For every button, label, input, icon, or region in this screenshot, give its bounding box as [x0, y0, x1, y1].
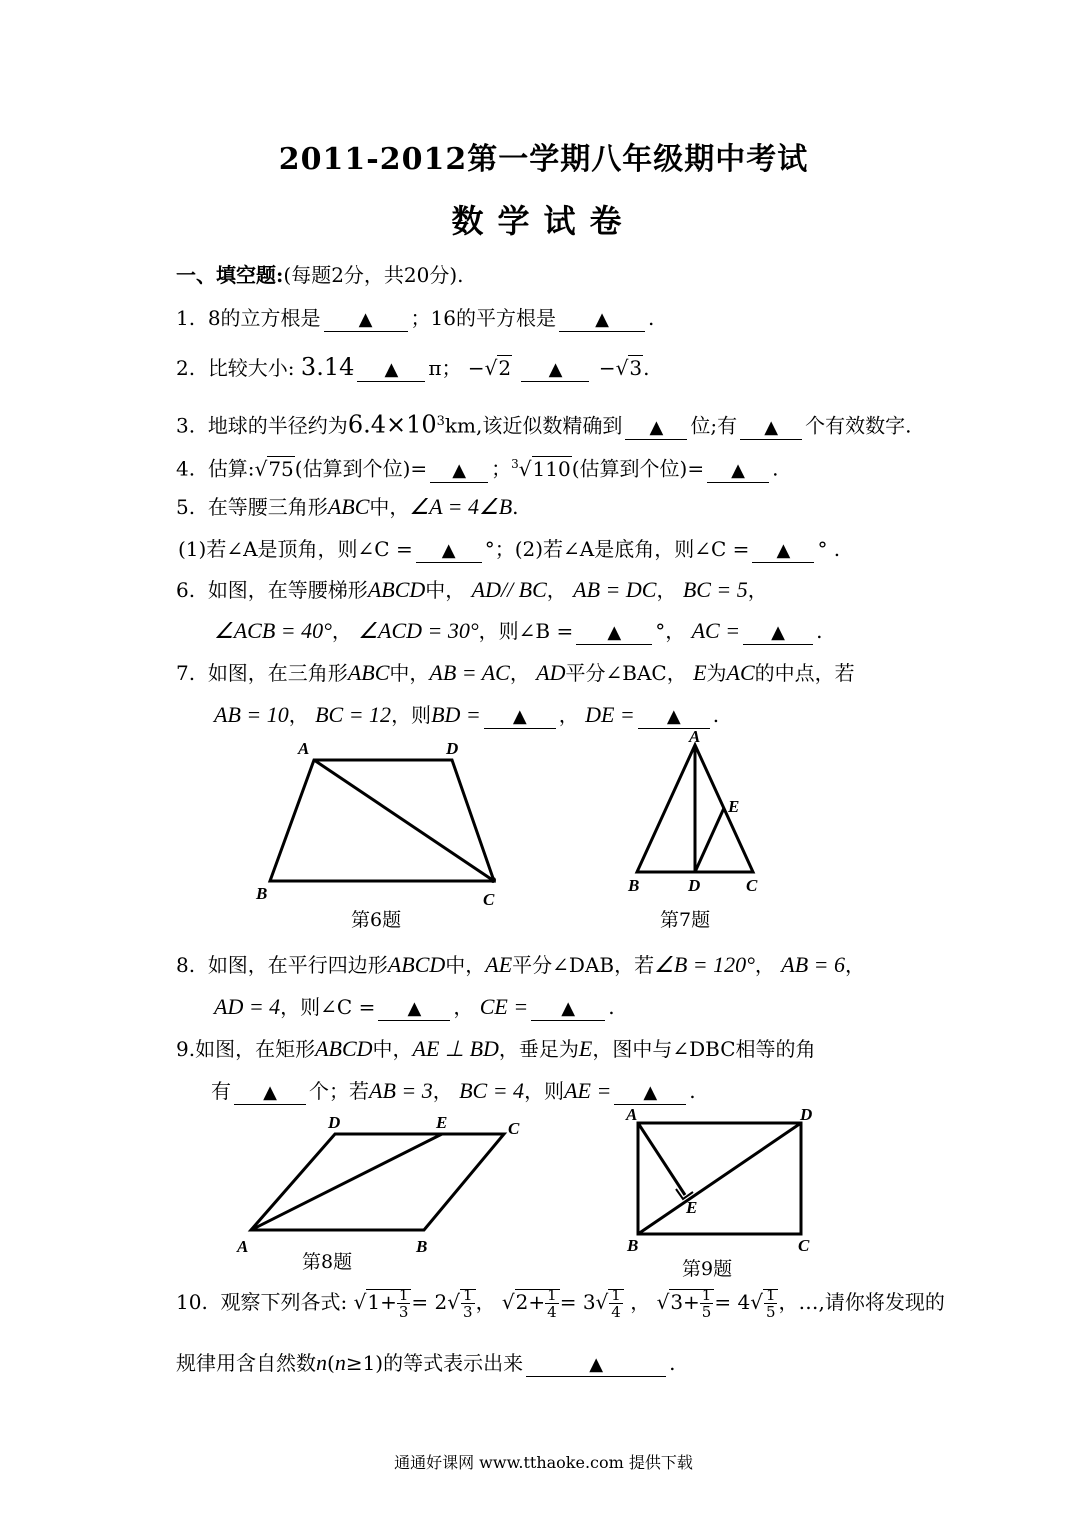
- question-10: 10. 观察下列各式: √1+ $\frac{1}{3}$ = 2√ $\frac{1}{3}$ ， √2+ $\frac{1}{4}$ = 3√ $\frac{1}{4}$ ， √3+ $\frac{1}{5}$ = 4√ $\frac{1}{5}$ ，…,请你将发现的: [176, 1286, 945, 1321]
- q5-end: .: [512, 495, 519, 519]
- q10-text-a: 观察下列各式:: [220, 1290, 348, 1314]
- q10-e2-num: 1: [547, 1286, 557, 1304]
- q5-end-2: .: [833, 537, 841, 561]
- diagonal-ac: [314, 760, 494, 881]
- q2-sqrt-1: √2: [484, 356, 512, 380]
- q2-number: 2.: [176, 356, 196, 380]
- q9-bc: BC = 4: [459, 1078, 525, 1103]
- q8-blank-1[interactable]: [378, 996, 450, 1021]
- q1-end: .: [648, 306, 655, 330]
- q7-bisect: 平分∠BAC，: [565, 661, 687, 685]
- q7-cond-1: AB = AC: [429, 660, 510, 685]
- q10-expr-1: √1+ $\frac{1}{3}$: [354, 1287, 412, 1320]
- figure-6: [250, 735, 520, 910]
- q9-ae: AE =: [564, 1078, 612, 1103]
- q10-expr-2: √2+ $\frac{1}{4}$: [502, 1287, 560, 1320]
- blank-marker: ▲: [512, 706, 527, 727]
- question-6-line2: ∠ACB = 40°， ∠ACD = 30°，则∠B = ▲ °， AC = ▲ .: [214, 618, 823, 643]
- q8-ad: AD = 4: [214, 994, 281, 1019]
- q6-end: .: [816, 619, 823, 643]
- q3-blank-1[interactable]: [625, 415, 687, 440]
- q2-end: .: [643, 356, 650, 380]
- q4-blank-1[interactable]: [430, 458, 488, 483]
- q7-de: DE =: [585, 702, 635, 727]
- q10-e1-frac: [397, 1287, 411, 1320]
- q6-blank-1[interactable]: [576, 620, 652, 645]
- q6-angle-1: ∠ACB = 40°: [214, 618, 332, 643]
- label-d: D: [800, 1105, 813, 1124]
- q4-text-c: ；: [491, 456, 512, 481]
- q7-number: 7.: [176, 661, 196, 685]
- question-5: [176, 494, 519, 520]
- q1-text-a: 8的立方根是: [207, 306, 321, 330]
- q4-text-a: 估算:: [207, 456, 255, 481]
- q10-e1-rhs: √ $\frac{1}{3}$: [447, 1287, 475, 1320]
- section-note: (每题2分，共20分).: [283, 263, 464, 287]
- blank-marker: ▲: [263, 1082, 277, 1103]
- q10-n-2: n: [334, 1350, 346, 1375]
- q9-you: 有: [211, 1079, 231, 1103]
- question-3: [176, 409, 911, 440]
- blank-marker: ▲: [764, 416, 779, 438]
- figure-7: [620, 725, 770, 900]
- q1-number: 1.: [176, 306, 196, 330]
- q10-end: .: [669, 1351, 676, 1375]
- label-a: A: [237, 1237, 249, 1256]
- q10-e3-frac: [700, 1287, 714, 1320]
- q7-e: E: [693, 660, 707, 685]
- q9-end: .: [689, 1079, 696, 1103]
- q10-e2-coef: = 3: [559, 1290, 596, 1314]
- page-footer: 通通好课网 www.tthaoke.com 提供下载: [394, 1453, 693, 1472]
- parallelogram-abcd: [251, 1134, 504, 1230]
- q9-perp: AE ⊥ BD: [412, 1036, 499, 1061]
- q5-number: 5.: [176, 495, 196, 519]
- label-c: C: [483, 890, 495, 909]
- q2-radicand-2: 3: [629, 356, 643, 380]
- q10-e1-rfrac: [461, 1287, 475, 1320]
- q4-blank-2[interactable]: [707, 458, 769, 483]
- blank-marker: ▲: [666, 706, 681, 727]
- q5-blank-2[interactable]: [752, 538, 814, 563]
- figure-9: [620, 1103, 820, 1253]
- q9-number: 9.: [176, 1037, 196, 1061]
- q4-cuberoot-index: 3: [511, 457, 519, 471]
- blank-marker: ▲: [649, 416, 664, 438]
- q2-neg-2: −: [598, 356, 616, 380]
- q9-then: ，则: [524, 1079, 565, 1103]
- q10-e3-rden: 5: [765, 1303, 776, 1321]
- q3-text-a: 地球的半径约为: [207, 413, 348, 438]
- q2-sqrt-2: √3: [615, 356, 643, 380]
- blank-marker: ▲: [589, 1354, 604, 1375]
- q8-text-a: 如图，在平行四边形: [207, 953, 388, 977]
- q1-text-b: ；16的平方根是: [410, 306, 556, 330]
- q3-blank-2[interactable]: [740, 415, 802, 440]
- q7-ac: AC: [726, 660, 755, 685]
- blank-marker: ▲: [731, 459, 746, 481]
- trapezoid-abcd: [270, 760, 494, 881]
- q1-blank-2[interactable]: [559, 307, 645, 332]
- q10-e3-int: 3+: [670, 1290, 700, 1314]
- q5-text-a: 在等腰三角形: [207, 495, 328, 519]
- q10-e3-rhs: √ $\frac{1}{5}$: [750, 1287, 778, 1320]
- q7-end: .: [712, 703, 720, 727]
- label-b: B: [627, 1236, 639, 1253]
- point-c: [490, 877, 496, 883]
- q7-ab: AB = 10: [214, 702, 289, 727]
- q8-number: 8.: [176, 953, 196, 977]
- question-1: [176, 305, 654, 332]
- q10-blank[interactable]: [526, 1352, 666, 1377]
- q4-text-b: (估算到个位)=: [294, 456, 428, 481]
- q10-e2-rnum: 1: [611, 1286, 621, 1304]
- q10-paren: (: [327, 1351, 335, 1375]
- blank-marker: ▲: [452, 459, 467, 481]
- q10-e1-rden: 3: [463, 1303, 473, 1321]
- q9-text-c: ，图中与∠DBC相等的角: [592, 1037, 816, 1061]
- q10-e3-num: 1: [701, 1286, 712, 1304]
- q4-radicand-2: 110: [532, 456, 571, 481]
- q2-radicand-1: 2: [498, 356, 512, 380]
- q6-figure-name: ABCD: [367, 577, 426, 602]
- q10-e1-den: 3: [398, 1303, 409, 1321]
- q7-bc: BC = 12: [315, 702, 392, 727]
- question-7-line2: AB = 10， BC = 12，则BD = ▲ ， DE = ▲ .: [214, 702, 720, 727]
- label-a: A: [298, 739, 310, 758]
- question-9-line2: 有 ▲ 个；若AB = 3， BC = 4，则AE = ▲ .: [211, 1078, 696, 1103]
- q2-blank-2[interactable]: [521, 357, 589, 382]
- blank-marker: ▲: [561, 998, 576, 1019]
- label-e: E: [728, 797, 740, 816]
- q3-number: 3.: [176, 413, 196, 438]
- q10-e2-frac: [545, 1287, 559, 1320]
- question-8-line2: AD = 4，则∠C = ▲ ， CE = ▲ .: [214, 994, 615, 1019]
- q7-blank-1[interactable]: [484, 704, 556, 729]
- q2-pi: π；: [428, 356, 462, 380]
- q6-text-b: 中，: [425, 578, 466, 602]
- figure-6-caption: 第6题: [351, 909, 402, 931]
- q5-text-b: 中，: [369, 495, 410, 519]
- q10-e2-rfrac: [609, 1287, 623, 1320]
- q6-cond-1: AD// BC: [471, 577, 547, 602]
- q5-relation: ∠A = 4∠B: [409, 494, 513, 519]
- q6-cond-2: AB = DC: [573, 577, 657, 602]
- q9-e: E: [578, 1036, 593, 1061]
- blank-marker: ▲: [441, 540, 456, 561]
- page-title: 2011-2012第一学期八年级期中考试: [278, 142, 809, 177]
- segment-de: [695, 808, 724, 872]
- q8-text-b: 中，: [445, 953, 486, 977]
- blank-marker: ▲: [358, 309, 373, 330]
- q9-text-d: 个；若: [309, 1079, 369, 1103]
- label-e: E: [436, 1113, 448, 1132]
- q3-text-c: 位;有: [690, 413, 738, 438]
- blank-marker: ▲: [548, 359, 563, 380]
- q10-e3-rfrac: [764, 1287, 778, 1320]
- label-c: C: [746, 876, 758, 895]
- label-e: E: [686, 1198, 698, 1217]
- figure-9-caption: 第9题: [682, 1258, 733, 1280]
- q6-cond-3: BC = 5: [682, 577, 748, 602]
- q1-blank-1[interactable]: [324, 307, 408, 332]
- q6-blank-2[interactable]: [743, 620, 813, 645]
- q9-ab: AB = 3: [369, 1078, 433, 1103]
- label-b: B: [628, 876, 640, 895]
- q3-exponent: 3: [436, 414, 445, 429]
- q4-sqrt: √75: [254, 456, 294, 481]
- q6-number: 6.: [176, 578, 196, 602]
- q10-e2-rden: 4: [611, 1303, 621, 1321]
- q5-degree-1: °: [484, 537, 495, 561]
- q5-blank-1[interactable]: [416, 538, 482, 563]
- q10-e2-rhs: √ $\frac{1}{4}$: [596, 1287, 624, 1320]
- q6-text-e: AC =: [691, 618, 741, 643]
- q10-expr-3: √3+ $\frac{1}{5}$: [657, 1287, 715, 1320]
- q4-cuberoot: √110: [518, 456, 571, 481]
- label-b: B: [256, 884, 268, 903]
- q9-foot: ，垂足为: [498, 1037, 579, 1061]
- question-6: 6. 如图，在等腰梯形ABCD中， AD// BC， AB = DC， BC = 5，: [176, 577, 768, 602]
- q6-angle-2: ∠ACD = 30°: [358, 618, 479, 643]
- q10-e2-den: 4: [547, 1303, 557, 1321]
- figure-7-caption: 第7题: [660, 909, 711, 931]
- blank-marker: ▲: [407, 998, 422, 1019]
- q4-text-d: (估算到个位)=: [571, 456, 705, 481]
- q7-wei: 为: [706, 661, 727, 685]
- q10-e1-rnum: 1: [463, 1286, 473, 1304]
- q4-number: 4.: [176, 456, 196, 481]
- q10-text-b: ，…,请你将发现的: [778, 1290, 945, 1314]
- q2-blank-1[interactable]: [357, 357, 425, 382]
- blank-marker: ▲: [595, 309, 609, 330]
- q6-degree: °，: [655, 619, 686, 643]
- q10-e3-coef: = 4: [714, 1290, 751, 1314]
- q2-neg-1: −: [467, 356, 485, 380]
- q6-text-a: 如图，在等腰梯形: [207, 578, 368, 602]
- question-10-line2: [176, 1350, 675, 1377]
- q8-ae: AE: [485, 952, 513, 977]
- question-5-line2: [178, 536, 840, 563]
- q7-then: ，则: [391, 703, 432, 727]
- q8-blank-2[interactable]: [531, 996, 605, 1021]
- section-heading: [176, 262, 464, 288]
- q9-blank-2[interactable]: [614, 1080, 686, 1105]
- segment-ae: [638, 1123, 685, 1195]
- q2-text-a: 比较大小:: [207, 356, 295, 380]
- q4-end: .: [772, 456, 779, 481]
- q7-text-a: 如图，在三角形: [207, 661, 348, 685]
- q7-text-b: 中，: [389, 661, 430, 685]
- label-c: C: [798, 1236, 810, 1253]
- blank-marker: ▲: [776, 540, 791, 561]
- q5-part1: (1)若∠A是顶角，则∠C =: [178, 537, 413, 561]
- q3-value: 6.4×10: [347, 410, 437, 439]
- q8-end: .: [608, 995, 615, 1019]
- label-a: A: [626, 1105, 638, 1124]
- q10-text-c: 规律用含自然数: [176, 1351, 316, 1375]
- label-d: D: [446, 739, 459, 758]
- q8-angle-b: ∠B = 120°: [654, 952, 755, 977]
- q7-triangle: ABC: [347, 660, 390, 685]
- q2-value: 3.14: [300, 353, 355, 381]
- label-c: C: [508, 1119, 520, 1138]
- q9-figure-name: ABCD: [315, 1036, 373, 1061]
- question-4: [176, 451, 778, 483]
- figure-8-caption: 第8题: [302, 1251, 353, 1273]
- q10-text-d: ≥1)的等式表示出来: [345, 1351, 524, 1375]
- q10-e2-int: 2+: [515, 1290, 546, 1314]
- question-9: [176, 1036, 816, 1062]
- q3-text-d: 个有效数字.: [805, 413, 912, 438]
- q6-text-c: ，则∠B =: [478, 619, 574, 643]
- q3-text-b: km,该近似数精确到: [444, 413, 623, 438]
- page-subtitle: 数学试卷: [451, 202, 636, 240]
- question-2: [176, 354, 649, 382]
- figure-8: [230, 1108, 530, 1258]
- q7-ad: AD: [536, 660, 566, 685]
- diagonal-bd: [638, 1123, 801, 1234]
- q9-blank-1[interactable]: [234, 1080, 306, 1105]
- q8-figure-name: ABCD: [387, 952, 446, 977]
- q4-radicand-1: 75: [268, 456, 294, 481]
- q8-text-c: ，则∠C =: [280, 995, 376, 1019]
- q7-bd: BD =: [431, 702, 481, 727]
- q5-triangle: ABC: [327, 494, 370, 519]
- blank-marker: ▲: [384, 359, 399, 380]
- section-title: 一、填空题:: [176, 263, 284, 287]
- q8-ab: AB = 6: [781, 952, 845, 977]
- q9-text-b: 中，: [372, 1037, 413, 1061]
- q5-degree-2: °: [817, 537, 828, 561]
- q10-e1-int: 1+: [367, 1290, 397, 1314]
- blank-marker: ▲: [643, 1082, 658, 1103]
- q10-n: n: [316, 1350, 327, 1375]
- q10-number: 10.: [176, 1290, 208, 1314]
- question-7: 7. 如图，在三角形ABC中，AB = AC， AD平分∠BAC， E为AC的中点，若: [176, 660, 855, 685]
- q10-e3-den: 5: [701, 1303, 712, 1321]
- q7-midpoint: 的中点，若: [754, 661, 855, 685]
- q10-e1-coef: = 2: [411, 1290, 448, 1314]
- q5-part2: ；(2)若∠A是底角，则∠C =: [494, 537, 750, 561]
- q9-text-a: 如图，在矩形: [195, 1037, 316, 1061]
- q8-ce: CE =: [479, 994, 529, 1019]
- question-8: 8. 如图，在平行四边形ABCD中，AE平分∠DAB，若∠B = 120°， AB = 6，: [176, 952, 865, 977]
- segment-ae: [251, 1134, 442, 1230]
- label-a: A: [689, 727, 701, 746]
- label-b: B: [416, 1237, 428, 1256]
- label-d: D: [328, 1113, 341, 1132]
- q8-bisect: 平分∠DAB，若: [512, 953, 655, 977]
- label-d: D: [688, 876, 701, 895]
- q10-e3-rnum: 1: [765, 1286, 776, 1304]
- blank-marker: ▲: [771, 622, 785, 643]
- blank-marker: ▲: [607, 622, 622, 643]
- q10-e1-num: 1: [398, 1286, 409, 1304]
